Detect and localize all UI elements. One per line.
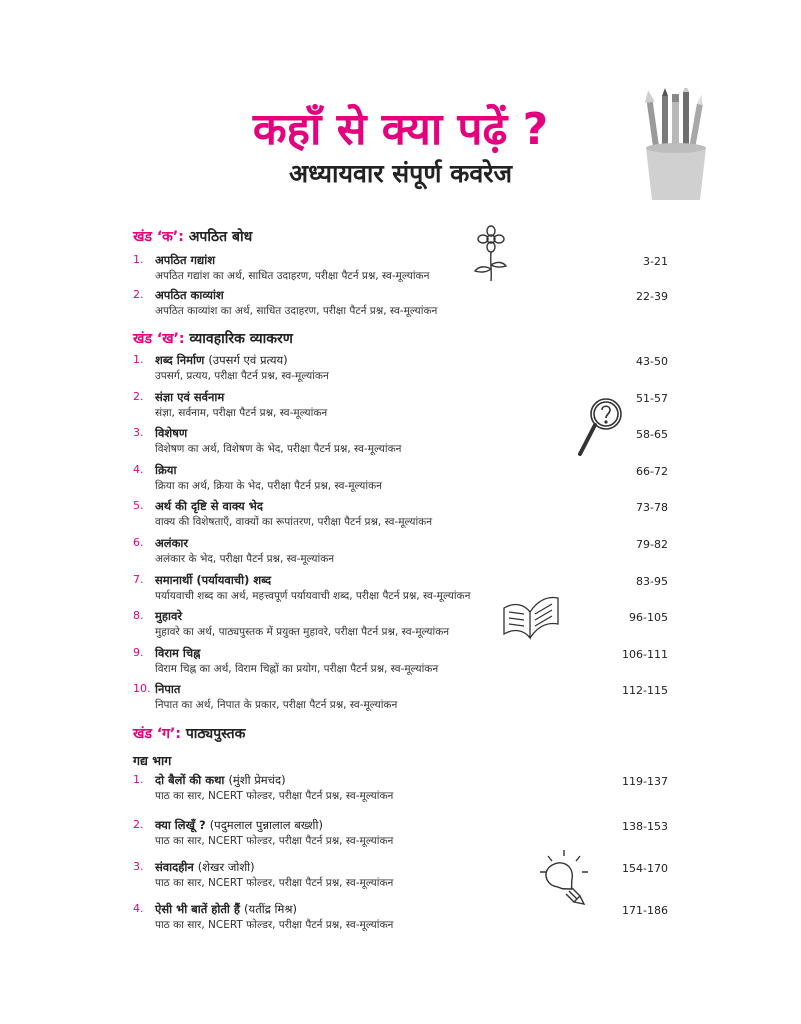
entry-description: अपठित काव्यांश का अर्थ, साधित उदाहरण, परीक्षा पैटर्न प्रश्न, स्व-मूल्यांकन [155,305,438,317]
pencil-cup-icon [636,88,716,206]
entry-title-text: संवादहीन [155,860,194,874]
entry-pages: 66-72 [636,465,668,478]
section-kha-name: व्यावहारिक व्याकरण [189,331,293,347]
entry-number: 2. [133,818,144,831]
entry-title: अलंकार [155,536,189,550]
toc-entry[interactable] [133,353,668,387]
page-title: कहाँ से क्या पढ़ें ? [252,104,549,155]
entry-number: 1. [133,253,144,266]
toc-entry[interactable] [133,773,668,807]
toc-entry[interactable] [133,682,668,716]
entry-description: निपात का अर्थ, निपात के प्रकार, परीक्षा पैटर्न प्रश्न, स्व-मूल्यांकन [155,699,398,711]
entry-number: 4. [133,463,144,476]
section-kha-heading [133,330,293,348]
entry-title-paren: (मुंशी प्रेमचंद) [228,773,286,787]
page-subtitle: अध्यायवार संपूर्ण कवरेज [288,159,513,188]
section-ga-name: पाठ्यपुस्तक [185,726,246,742]
section-ga-heading [133,725,245,743]
entry-description: वाक्य की विशेषताएँ, वाक्यों का रूपांतरण, परीक्षा पैटर्न प्रश्न, स्व-मूल्यांकन [155,516,433,528]
entry-title-text: शब्द निर्माण [155,353,205,367]
toc-entry[interactable] [133,536,668,570]
entry-number: 4. [133,902,144,915]
entry-number: 9. [133,646,144,659]
entry-number: 6. [133,536,144,549]
section-kha-label: खंड ‘ख’: [133,331,185,347]
entry-description: मुहावरे का अर्थ, पाठ्यपुस्तक में प्रयुक्त मुहावरे, परीक्षा पैटर्न प्रश्न, स्व-मूल्यांकन [155,626,450,638]
section-ka-heading [133,228,252,246]
entry-pages: 96-105 [629,611,668,624]
entry-title-paren: (उपसर्ग एवं प्रत्यय) [208,353,288,367]
entry-number: 8. [133,609,144,622]
entry-number: 1. [133,353,144,366]
entry-description: पर्यायवाची शब्द का अर्थ, महत्त्वपूर्ण पर्यायवाची शब्द, परीक्षा पैटर्न प्रश्न, स्व-मूल्यांकन [155,590,471,602]
entry-title-paren: (शेखर जोशी) [197,860,255,874]
entry-description: अलंकार के भेद, परीक्षा पैटर्न प्रश्न, स्व-मूल्यांकन [155,553,335,565]
entry-title: समानार्थी (पर्यायवाची) शब्द [155,573,272,587]
section-ga-label: खंड ‘ग’: [133,726,181,742]
entry-description: पाठ का सार, NCERT फोल्डर, परीक्षा पैटर्न प्रश्न, स्व-मूल्यांकन [155,877,394,889]
entry-description: अपठित गद्यांश का अर्थ, साधित उदाहरण, परीक्षा पैटर्न प्रश्न, स्व-मूल्यांकन [155,270,430,282]
toc-entry[interactable] [133,609,668,643]
magnifier-icon [576,394,626,462]
entry-title [155,353,288,368]
entry-number: 3. [133,860,144,873]
entry-pages: 3-21 [643,255,668,268]
toc-entry[interactable] [133,253,668,287]
entry-number: 1. [133,773,144,786]
toc-entry[interactable] [133,573,668,607]
entry-description: पाठ का सार, NCERT फोल्डर, परीक्षा पैटर्न प्रश्न, स्व-मूल्यांकन [155,790,394,802]
entry-pages: 83-95 [636,575,668,588]
entry-number: 7. [133,573,144,586]
entry-title-text: क्या लिखूँ ? [155,818,206,832]
entry-title [155,773,286,788]
entry-title [155,860,255,875]
open-book-icon [500,590,562,640]
entry-pages: 58-65 [636,428,668,441]
light-bulb-icon [536,848,592,912]
toc-entry[interactable] [133,818,668,852]
entry-title: निपात [155,682,181,696]
entry-title: अपठित काव्यांश [155,288,224,302]
entry-description: उपसर्ग, प्रत्यय, परीक्षा पैटर्न प्रश्न, स्व-मूल्यांकन [155,370,329,382]
entry-title-paren: (पदुमलाल पुन्नालाल बख्शी) [209,818,323,832]
entry-description: विशेषण का अर्थ, विशेषण के भेद, परीक्षा पैटर्न प्रश्न, स्व-मूल्यांकन [155,443,402,455]
entry-title-text: दो बैलों की कथा [155,773,225,787]
toc-entry[interactable] [133,288,668,322]
entry-description: पाठ का सार, NCERT फोल्डर, परीक्षा पैटर्न प्रश्न, स्व-मूल्यांकन [155,919,394,931]
entry-title: विशेषण [155,426,188,440]
toc-entry[interactable] [133,463,668,497]
entry-title [155,818,323,833]
section-ga-subheading: गद्य भाग [133,753,172,768]
entry-number: 2. [133,390,144,403]
entry-title: अपठित गद्यांश [155,253,216,267]
toc-entry[interactable] [133,646,668,680]
entry-pages: 171-186 [622,904,668,917]
entry-title: संज्ञा एवं सर्वनाम [155,390,225,404]
entry-number: 2. [133,288,144,301]
entry-title: मुहावरे [155,609,183,623]
toc-entry[interactable] [133,499,668,533]
entry-pages: 51-57 [636,392,668,405]
entry-title: क्रिया [155,463,177,477]
entry-number: 10. [133,682,151,695]
entry-description: पाठ का सार, NCERT फोल्डर, परीक्षा पैटर्न प्रश्न, स्व-मूल्यांकन [155,835,394,847]
entry-title [155,902,297,917]
section-ka-label: खंड ‘क’: [133,229,184,245]
entry-description: क्रिया का अर्थ, क्रिया के भेद, परीक्षा पैटर्न प्रश्न, स्व-मूल्यांकन [155,480,382,492]
entry-description: संज्ञा, सर्वनाम, परीक्षा पैटर्न प्रश्न, स्व-मूल्यांकन [155,407,328,419]
entry-title: अर्थ की दृष्टि से वाक्य भेद [155,499,263,513]
entry-title: विराम चिह्न [155,646,201,660]
entry-pages: 22-39 [636,290,668,303]
entry-pages: 138-153 [622,820,668,833]
section-ka-name: अपठित बोध [188,229,253,245]
entry-number: 5. [133,499,144,512]
entry-pages: 73-78 [636,501,668,514]
entry-description: विराम चिह्न का अर्थ, विराम चिह्नों का प्रयोग, परीक्षा पैटर्न प्रश्न, स्व-मूल्यांकन [155,663,439,675]
entry-pages: 112-115 [622,684,668,697]
entry-pages: 154-170 [622,862,668,875]
flower-icon [470,225,512,283]
entry-number: 3. [133,426,144,439]
entry-title-text: ऐसी भी बातें होती हैं [155,902,241,916]
entry-pages: 106-111 [622,648,668,661]
entry-pages: 43-50 [636,355,668,368]
entry-pages: 119-137 [622,775,668,788]
entry-title-paren: (यतींद्र मिश्र) [244,902,297,916]
entry-pages: 79-82 [636,538,668,551]
